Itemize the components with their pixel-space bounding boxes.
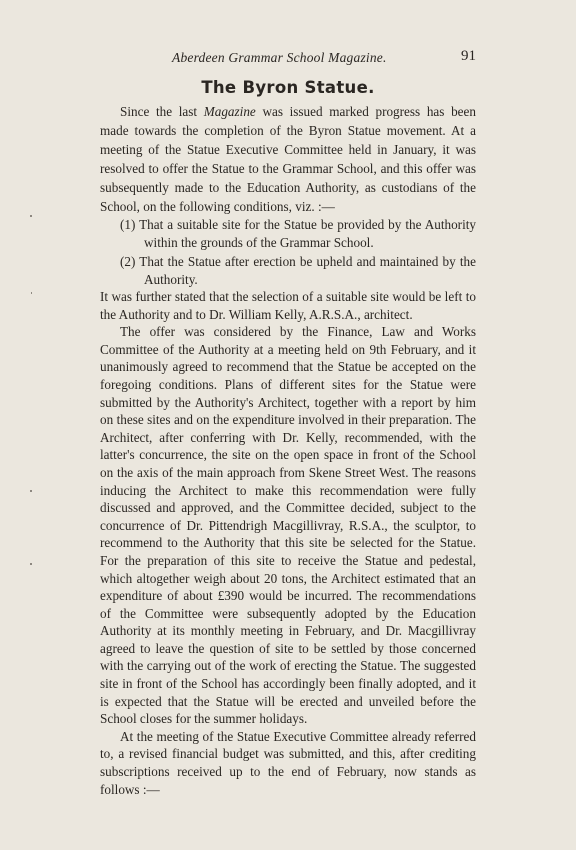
paragraph-intro (100, 102, 476, 216)
article-title: The Byron Statue. (201, 78, 375, 97)
paper-speck (30, 215, 32, 217)
condition-1: (1) That a suitable site for the Statue be provided by the Authority within the grounds of the Grammar School. (120, 217, 476, 250)
intro-text-start: Since the last (120, 104, 204, 119)
paper-speck (30, 563, 32, 565)
intro-text-rest: was issued marked progress has been made towards the completion of the Byron Statue movement. At a meeting of the Statue Executive Committee held in January, it was resolved to offer the Statue to the Grammar School, and this offer was subsequently made to the Education Authority, as custodians of the School, on the following conditions, viz. :— (100, 104, 476, 214)
paper-speck (31, 292, 32, 294)
paragraph-budget: At the meeting of the Statue Executive Committee already referred to, a revised financial budget was submitted, and this, after crediting subscriptions received up to the end of February, now stands as follows :— (100, 728, 476, 797)
paper-speck (30, 490, 32, 492)
paragraph-site-selection: It was further stated that the selection of a suitable site would be left to the Authority and to Dr. William Kelly, A.R.S.A., architect. (100, 289, 476, 322)
paragraph-committee: The offer was considered by the Finance, Law and Works Committee of the Authority at a meeting held on 9th February, and it unanimously agreed to recommend that the Statue be accepted on the foregoing conditions. Plans of different sites for the Statue were submitted by the Authority's Architect, together with a report by him on these sites and on the expenditure involved in their preparation. The Architect, after conferring with Dr. Kelly, recommended, with the latter's concurrence, the site on the open space in front of the School on the axis of the main approach from Skene Street West. The reasons inducing the Architect to make this recommendation were fully discussed and approved, and the Committee decided, subject to the concurrence of Dr. Pittendrigh Macgillivray, R.S.A., the sculptor, to recommend to the Authority that this site be selected for the Statue. For the preparation of this site to receive the Statue and pedestal, which altogether weigh about 20 tons, the Architect estimated that an expenditure of about £390 would be incurred. The recommendations of the Committee were subsequently adopted by the Education Authority at its monthly meeting in February, and Dr. Macgillivray agreed to leave the question of site to be settled by those concerned with the carrying out of the work of erecting the Statue. The suggested site in front of the School has accordingly been finally adopted, and it is expected that the Statue will be erected and unveiled before the School closes for the summer holidays. (100, 324, 476, 727)
running-head (100, 50, 476, 68)
article-body (100, 102, 476, 798)
running-title: Aberdeen Grammar School Magazine. (172, 50, 387, 65)
condition-2: (2) That the Statue after erection be upheld and maintained by the Authority. (120, 254, 476, 287)
magazine-italic: Magazine (203, 104, 256, 119)
page-number: 91 (461, 48, 476, 64)
